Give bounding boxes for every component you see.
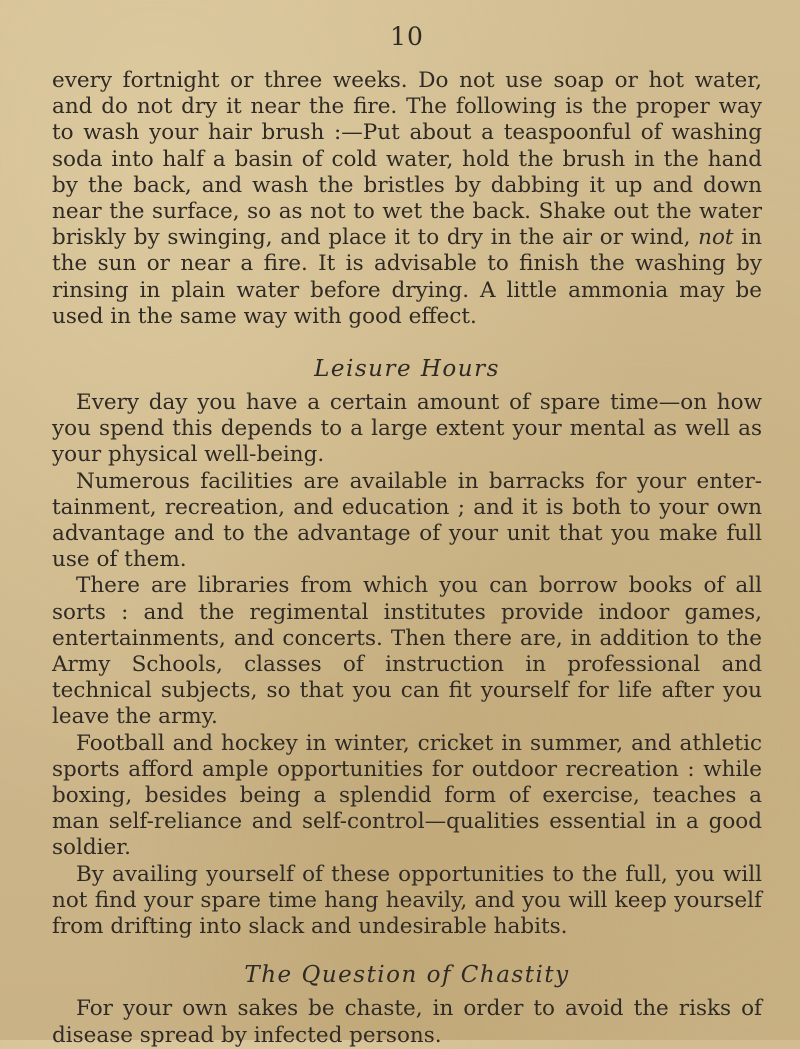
- section-heading-leisure-hours: Leisure Hours: [314, 356, 500, 383]
- paragraph: By availing yourself of these opportunities to the full, you will not find your spare time hang heavily, and you will keep yourself from drifting into slack and undesirable habits.: [52, 861, 762, 940]
- paragraph: Every day you have a certain amount of spare time—on how you spend this depends to a large extent your mental as well as your physical well-being.: [52, 390, 762, 468]
- continuation-paragraph: [52, 68, 762, 330]
- continuation-text-after: in the sun or near a fire. It is advisable to finish the washing by rinsing in plain water before drying. A little ammonia may be used in the same way with good effect.: [52, 225, 763, 329]
- paragraph: Football and hockey in winter, cricket in summer, and athletic sports afford ample opportunities for outdoor recreation : while boxing, besides being a splendid form of exercise, teaches a man self-reliance and self-control—qualities essential in a good soldier.: [52, 730, 762, 861]
- continuation-text: every fortnight or three weeks. Do not use soap or hot water, and do not dry it near the fire. The following is the proper way to wash your hair brush :—Put about a teaspoonful of washing soda into half a basin of cold water, hold the brush in the hand by the back, and wash the bristles by dabbing it up and down near the surface, so as not to wet the back. Shake out the water briskly by swinging, and place it to dry in the air or wind,: [52, 68, 762, 251]
- paragraph: For your own sakes be chaste, in order to avoid the risks of disease spread by infected persons.: [52, 996, 762, 1048]
- paragraph: Numerous facilities are available in barracks for your enter- tainment, recreation, and education ; and it is both to your own advantage and to the advantage of your unit that you make full use of them.: [52, 468, 762, 573]
- paragraph: There are libraries from which you can borrow books of all sorts : and the regimental institutes provide indoor games, entertainments, and concerts. Then there are, in addition to the Army Schools, classes of instruction in professional and technical subjects, so that you can fit yourself for life after you leave the army.: [52, 573, 762, 730]
- emphasized-word: not: [698, 225, 734, 251]
- page-number: 10: [390, 22, 424, 51]
- section-heading-chastity: The Question of Chastity: [244, 962, 570, 989]
